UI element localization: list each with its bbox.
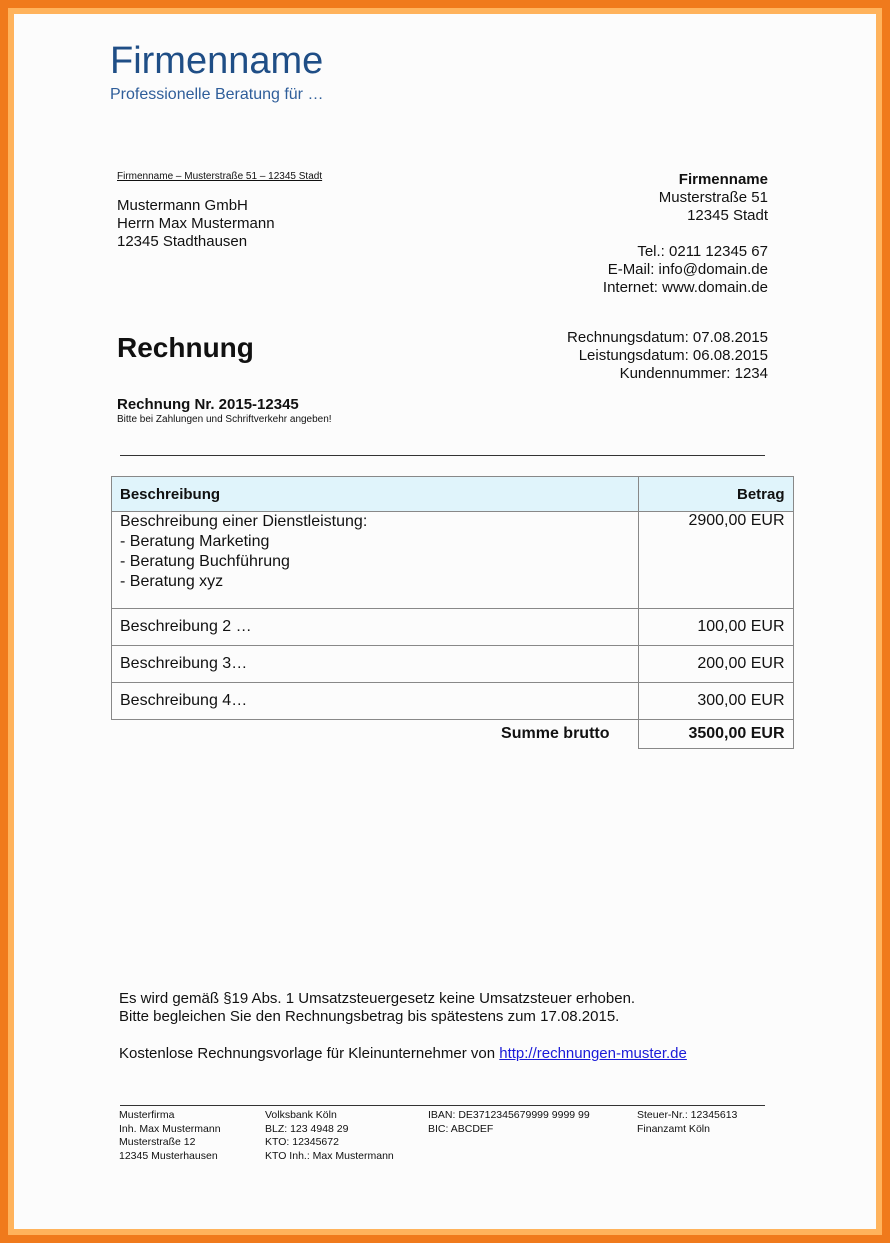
footer-bank xyxy=(265,1109,394,1163)
total-amount: 3500,00 EUR xyxy=(638,720,793,749)
footer-line: Musterfirma xyxy=(119,1109,175,1121)
sender-website: Internet: www.domain.de xyxy=(602,279,768,296)
footer-tax xyxy=(637,1109,737,1136)
item-description-line: - Beratung Buchführung xyxy=(120,553,290,570)
sender-return-address: Firmenname – Musterstraße 51 – 12345 Stadt xyxy=(117,171,323,182)
column-header-amount: Betrag xyxy=(638,477,793,512)
item-description: Beschreibung 4… xyxy=(112,683,639,720)
company-tagline: Professionelle Beratung für … xyxy=(110,86,324,103)
divider xyxy=(120,455,765,456)
footer-line: BLZ: 123 4948 29 xyxy=(265,1122,349,1135)
footer-line: 12345 Musterhausen xyxy=(119,1149,218,1162)
item-amount: 200,00 EUR xyxy=(638,646,793,683)
item-amount: 100,00 EUR xyxy=(638,609,793,646)
document-title: Rechnung xyxy=(117,332,254,363)
footer-line: KTO: 12345672 xyxy=(265,1136,339,1148)
table-header-row xyxy=(112,477,794,512)
invoice-date: Rechnungsdatum: 07.08.2015 xyxy=(567,329,768,346)
footer-line: Musterstraße 12 xyxy=(119,1136,196,1148)
sender-street: Musterstraße 51 xyxy=(658,189,768,206)
service-date: Leistungsdatum: 06.08.2015 xyxy=(578,347,768,364)
sender-name: Firmenname xyxy=(678,171,768,188)
sender-phone: Tel.: 0211 12345 67 xyxy=(637,243,768,260)
table-row xyxy=(112,609,794,646)
invoice-number: Rechnung Nr. 2015-12345 xyxy=(117,396,299,413)
recipient-address xyxy=(117,197,275,251)
footer-line: IBAN: DE3712345679999 9999 99 xyxy=(428,1109,590,1121)
table-row xyxy=(112,512,794,609)
item-description: Beschreibung 3… xyxy=(112,646,639,683)
footer-iban xyxy=(428,1109,590,1136)
invoice-number-hint: Bitte bei Zahlungen und Schriftverkehr angeben! xyxy=(117,414,332,425)
recipient-line: Herrn Max Mustermann xyxy=(117,215,275,232)
company-name: Firmenname xyxy=(110,40,324,82)
item-description-line: - Beratung xyz xyxy=(120,573,224,590)
template-note-text: Kostenlose Rechnungsvorlage für Kleinunternehmer von xyxy=(119,1045,500,1062)
item-description-line: - Beratung Marketing xyxy=(120,533,270,550)
footer-line: Volksbank Köln xyxy=(265,1109,337,1121)
item-description-line: Beschreibung einer Dienstleistung: xyxy=(120,513,368,530)
column-header-description: Beschreibung xyxy=(112,477,639,512)
table-row xyxy=(112,646,794,683)
table-row xyxy=(112,683,794,720)
recipient-line: 12345 Stadthausen xyxy=(117,233,248,250)
footer-divider xyxy=(120,1105,765,1106)
line-items-table xyxy=(111,476,794,749)
tax-note: Es wird gemäß §19 Abs. 1 Umsatzsteuergesetz keine Umsatzsteuer erhoben. xyxy=(119,990,636,1007)
footer-line: Finanzamt Köln xyxy=(637,1122,710,1135)
sender-city: 12345 Stadt xyxy=(687,207,768,224)
sender-email: E-Mail: info@domain.de xyxy=(607,261,768,278)
customer-number: Kundennummer: 1234 xyxy=(619,365,768,382)
footer-line: KTO Inh.: Max Mustermann xyxy=(265,1149,394,1162)
footer-line: Steuer-Nr.: 12345613 xyxy=(637,1109,738,1121)
total-row xyxy=(112,720,794,749)
footer-company xyxy=(119,1109,221,1163)
template-note xyxy=(119,1045,687,1062)
total-label: Summe brutto xyxy=(501,725,610,743)
recipient-line: Mustermann GmbH xyxy=(117,197,248,214)
template-link[interactable]: http://rechnungen-muster.de xyxy=(499,1045,687,1062)
footer-line: BIC: ABCDEF xyxy=(428,1122,494,1135)
payment-note: Bitte begleichen Sie den Rechnungsbetrag bis spätestens zum 17.08.2015. xyxy=(119,1008,620,1025)
item-description xyxy=(112,512,639,609)
footer-line: Inh. Max Mustermann xyxy=(119,1122,221,1135)
item-amount: 2900,00 EUR xyxy=(638,512,793,609)
item-description: Beschreibung 2 … xyxy=(112,609,639,646)
item-amount: 300,00 EUR xyxy=(638,683,793,720)
